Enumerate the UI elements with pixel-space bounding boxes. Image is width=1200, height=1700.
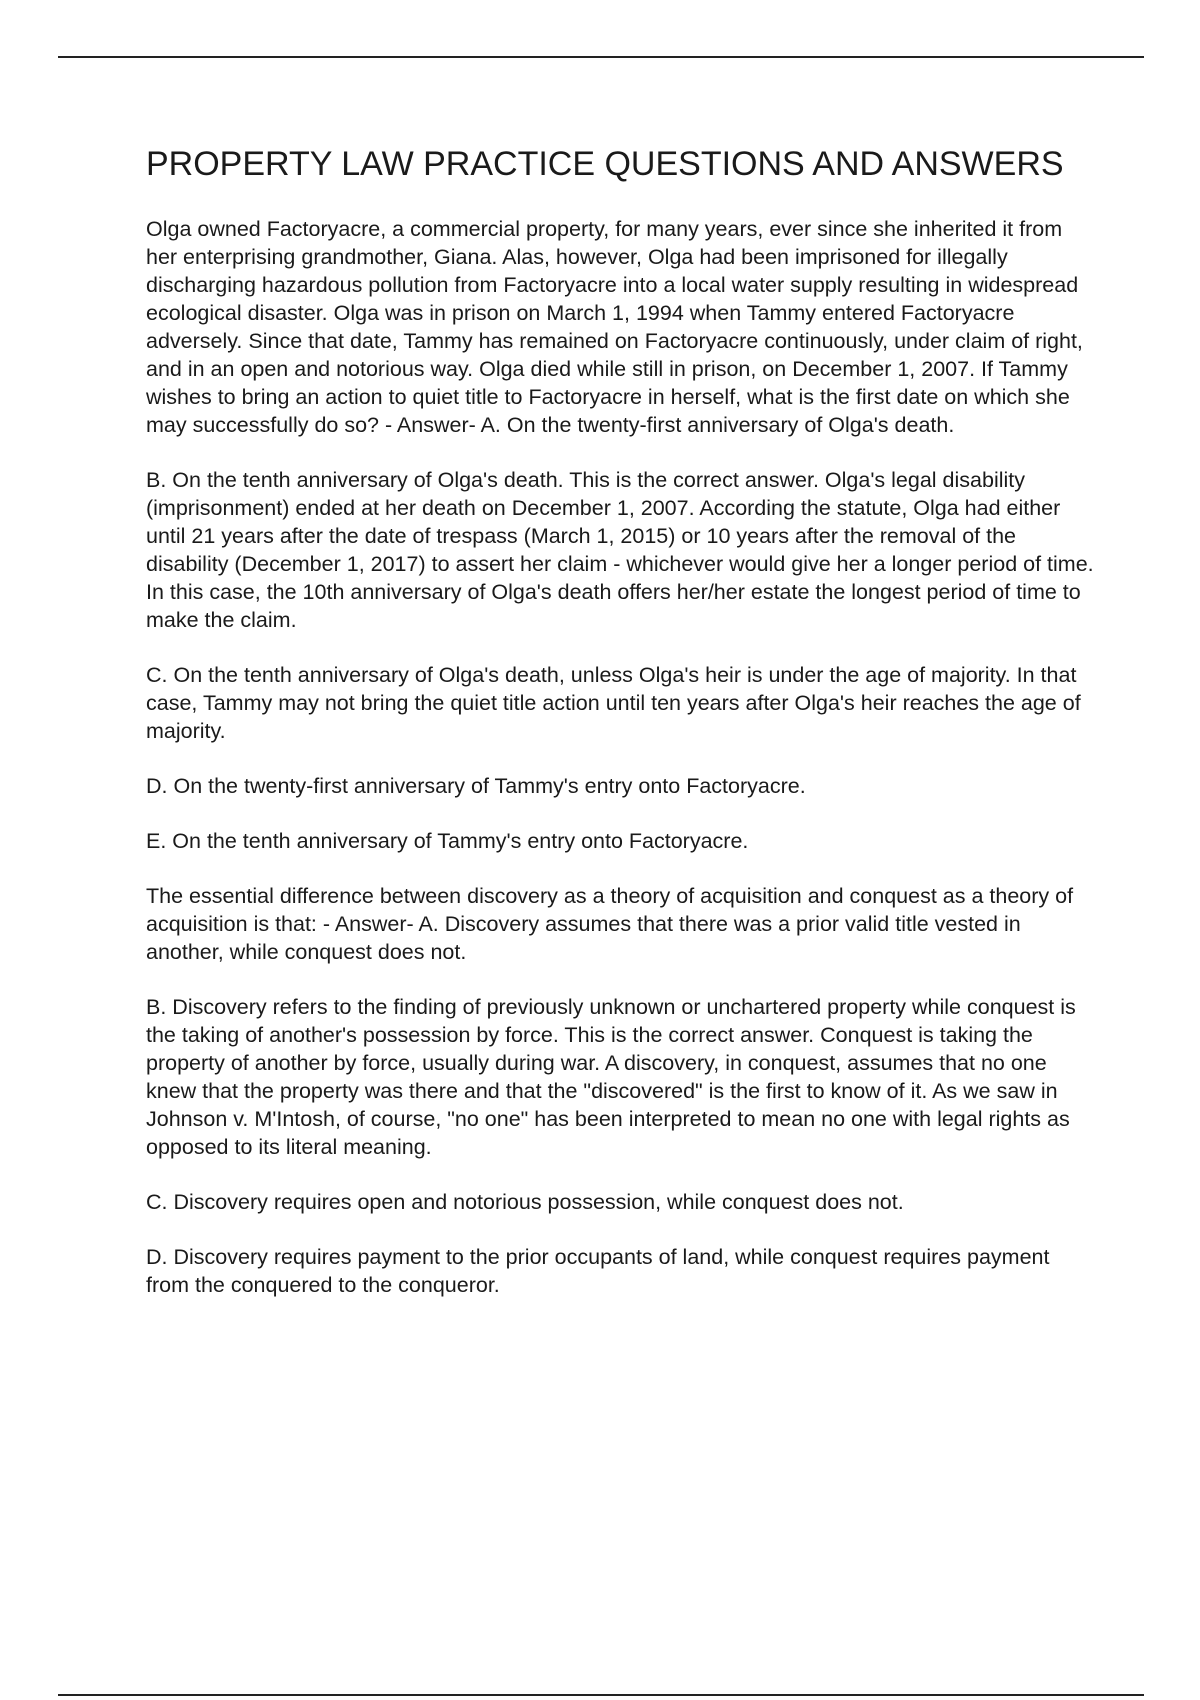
question-1-option-d: D. On the twenty-first anniversary of Tammy's entry onto Factoryacre. bbox=[146, 774, 806, 798]
question-2-option-d: D. Discovery requires payment to the prior occupants of land, while conquest requires payment from the conquered to the conqueror. bbox=[146, 1245, 1050, 1297]
question-1-option-e: E. On the tenth anniversary of Tammy's entry onto Factoryacre. bbox=[146, 829, 749, 853]
question-1-option-b: B. On the tenth anniversary of Olga's death. This is the correct answer. Olga's legal disability (imprisonment) ended at her death on December 1, 2007. According the statute, Olga had either until 21 years after the date of trespass (March 1, 2015) or 10 years after the removal of the disability (December 1, 2017) to assert her claim - whichever would give her a longer period of time. In this case, the 10th anniversary of Olga's death offers her/her estate the longest period of time to make the claim. bbox=[146, 468, 1094, 632]
question-1-stem: Olga owned Factoryacre, a commercial property, for many years, ever since she inherited it from her enterprising grandmother, Giana. Alas, however, Olga had been imprisoned for illegally discharging hazardous pollution from Factoryacre into a local water supply resulting in widespread ecological disaster. Olga was in prison on March 1, 1994 when Tammy entered Factoryacre adversely. Since that date, Tammy has remained on Factoryacre continuously, under claim of right, and in an open and notorious way. Olga died while still in prison, on December 1, 2007. If Tammy wishes to bring an action to quiet title to Factoryacre in herself, what is the first date on which she may successfully do so? - Answer- A. On the twenty-first anniversary of Olga's death. bbox=[146, 217, 1083, 437]
bottom-rule bbox=[58, 1694, 1144, 1696]
question-2-option-c: C. Discovery requires open and notorious possession, while conquest does not. bbox=[146, 1190, 904, 1214]
question-2-stem: The essential difference between discovery as a theory of acquisition and conquest as a theory of acquisition is that: - Answer- A. Discovery assumes that there was a prior valid title vested in another, while conquest does not. bbox=[146, 884, 1074, 964]
top-rule bbox=[58, 56, 1144, 58]
question-1-option-c: C. On the tenth anniversary of Olga's death, unless Olga's heir is under the age of majority. In that case, Tammy may not bring the quiet title action until ten years after Olga's heir reaches the age of majority. bbox=[146, 663, 1081, 743]
question-2-option-b: B. Discovery refers to the finding of previously unknown or unchartered property while conquest is the taking of another's possession by force. This is the correct answer. Conquest is taking the property of another by force, usually during war. A discovery, in conquest, assumes that no one knew that the property was there and that the "discovered" is the first to know of it. As we saw in Johnson v. M'Intosh, of course, "no one" has been interpreted to mean no one with legal rights as opposed to its literal meaning. bbox=[146, 995, 1076, 1159]
page-title: PROPERTY LAW PRACTICE QUESTIONS AND ANSWERS bbox=[146, 145, 1064, 183]
document-body bbox=[146, 144, 1094, 1326]
